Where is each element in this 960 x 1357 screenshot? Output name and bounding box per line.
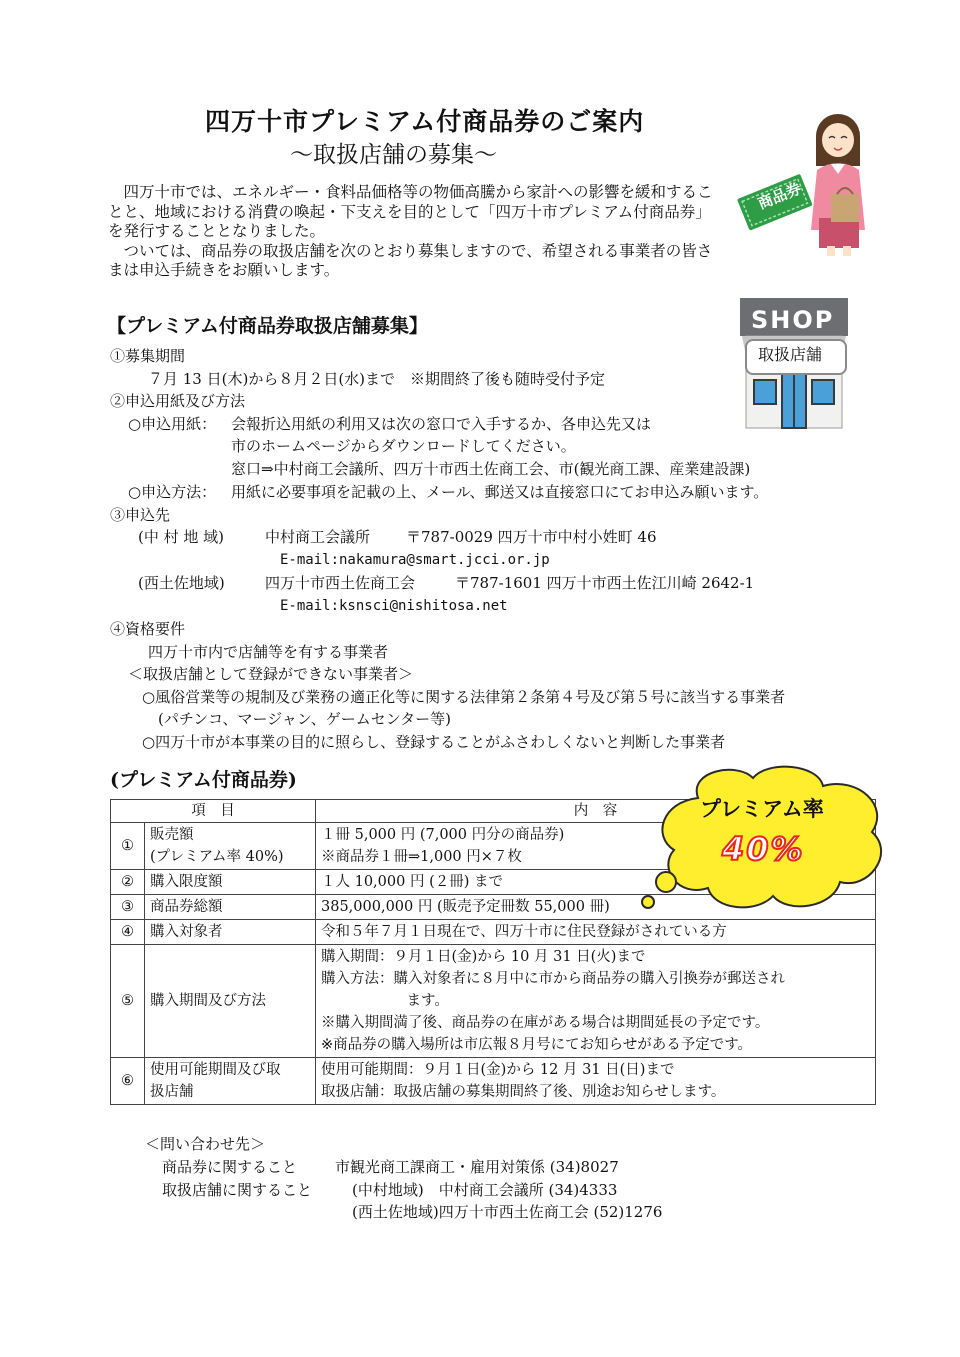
contact-store-nishitosa: (西土佐地域)四万十市西土佐商工会 (52)1276 xyxy=(352,1203,663,1221)
nakamura-org: 中村商工会議所 xyxy=(265,528,371,546)
content-text: ます。 xyxy=(406,993,449,1009)
shop-sign-text: SHOP xyxy=(751,306,835,334)
item-text: 販売額 xyxy=(150,827,194,843)
row-number: ⑤ xyxy=(111,945,145,1058)
table-row xyxy=(111,945,876,1058)
method-text: 用紙に必要事項を記載の上、メール、郵送又は直接窓口にてお申込み願います。 xyxy=(231,483,769,501)
row-content: 385,000,000 円 (販売予定冊数 55,000 冊) xyxy=(316,895,876,920)
form-heading: ②申込用紙及び方法 xyxy=(110,392,246,410)
form-line-1: 会報折込用紙の利用又は次の窓口で入手するか、各申込先又は xyxy=(231,415,652,433)
content-text: ※購入期間満了後、商品券の在庫がある場合は期間延長の予定です。 xyxy=(321,1015,770,1031)
contact-voucher-label: 商品券に関すること xyxy=(162,1158,298,1176)
intro-text xyxy=(108,183,720,281)
exclusion-heading: ＜取扱店舗として登録ができない事業者＞ xyxy=(128,665,414,683)
woman-with-voucher-illustration xyxy=(735,108,875,258)
table-row xyxy=(111,1058,876,1105)
row-number: ③ xyxy=(111,895,145,920)
content-text: ※商品券の購入場所は市広報８月号にてお知らせがある予定です。 xyxy=(321,1037,753,1053)
content-text: 購入期間：９月１日(金)から 10 月 31 日(火)まで xyxy=(321,949,646,965)
row-content: １人 10,000 円 (２冊) まで xyxy=(316,870,876,895)
row-item xyxy=(145,823,316,870)
row-content: 令和５年７月１日現在で、四万十市に住民登録がされている方 xyxy=(316,920,876,945)
item-text: 扱店舗 xyxy=(150,1084,194,1100)
page-title: 四万十市プレミアム付商品券のご案内 xyxy=(205,107,645,136)
contact-heading: ＜問い合わせ先＞ xyxy=(145,1135,266,1153)
shop-label: 取扱店舗 xyxy=(758,345,823,364)
exclusion-1: ○風俗営業等の規制及び業務の適正化等に関する法律第２条第４号及び第５号に該当する事業者 xyxy=(142,688,786,706)
row-item: 商品券総額 xyxy=(145,895,316,920)
content-text: 使用可能期間：９月１日(金)から 12 月 31 日(日)まで xyxy=(321,1062,675,1078)
voucher-heading: (プレミアム付商品券) xyxy=(110,769,297,791)
row-content xyxy=(316,1058,876,1105)
destination-heading: ③申込先 xyxy=(110,506,171,524)
contact-store-label: 取扱店舗に関すること xyxy=(162,1181,313,1199)
intro-paragraph-2: ついては、商品券の取扱店舗を次のとおり募集しますので、希望される事業者の皆さまは申込手続きをお願いします。 xyxy=(108,241,713,279)
row-item: 購入期間及び方法 xyxy=(145,945,316,1058)
qualification-heading: ④資格要件 xyxy=(110,620,186,638)
nakamura-address: 〒787-0029 四万十市中村小姓町 46 xyxy=(406,528,657,546)
premium-rate-value: 40% xyxy=(722,830,805,868)
row-number: ① xyxy=(111,823,145,870)
row-number: ② xyxy=(111,870,145,895)
form-label: ○申込用紙： xyxy=(128,415,217,433)
exclusion-2: ○四万十市が本事業の目的に照らし、登録することがふさわしくないと判断した事業者 xyxy=(142,733,726,751)
form-line-3: 窓口⇒中村商工会議所、四万十市西土佐商工会、市(観光商工課、産業建設課) xyxy=(231,460,751,478)
row-item: 購入限度額 xyxy=(145,870,316,895)
table-row xyxy=(111,920,876,945)
contact-store-nakamura: (中村地域) 中村商工会議所 (34)4333 xyxy=(352,1181,618,1199)
intro-paragraph-1: 四万十市では、エネルギー・食料品価格等の物価高騰から家計への影響を緩和することと、地域における消費の喚起・下支えを目的として「四万十市プレミアム付商品券」を発行することとなりました。 xyxy=(108,183,713,240)
header-item: 項 目 xyxy=(111,800,316,823)
header-content: 内 容 xyxy=(316,800,876,823)
row-number: ⑥ xyxy=(111,1058,145,1105)
page-subtitle: ～取扱店舗の募集～ xyxy=(290,142,497,168)
nakamura-area: (中 村 地 域) xyxy=(138,528,225,546)
row-number: ④ xyxy=(111,920,145,945)
qualification-text: 四万十市内で店舗等を有する事業者 xyxy=(148,643,389,661)
content-text: 購入方法：購入対象者に８月中に市から商品券の購入引換券が郵送され xyxy=(321,971,785,987)
voucher-ticket-label: 商品券 xyxy=(755,179,804,213)
nishitosa-address: 〒787-1601 四万十市西土佐江川崎 2642-1 xyxy=(455,574,755,592)
premium-rate-label: プレミアム率 xyxy=(700,797,824,821)
content-text: １冊 5,000 円 (7,000 円分の商品券) xyxy=(321,827,565,843)
row-content xyxy=(316,945,876,1058)
exclusion-1-examples: (パチンコ、マージャン、ゲームセンター等) xyxy=(158,710,451,728)
item-text: (プレミアム率 40%) xyxy=(150,849,284,865)
nishitosa-area: (西土佐地域) xyxy=(138,574,225,592)
form-line-2: 市のホームページからダウンロードしてください。 xyxy=(231,437,576,455)
period-text: ７月 13 日(木)から８月２日(水)まで ※期間終了後も随時受付予定 xyxy=(148,370,606,388)
content-text: ※商品券１冊⇒1,000 円×７枚 xyxy=(321,849,522,865)
recruit-heading: 【プレミアム付商品券取扱店舗募集】 xyxy=(107,315,428,337)
nakamura-email[interactable]: E-mail:nakamura@smart.jcci.or.jp xyxy=(280,552,550,568)
period-heading: ①募集期間 xyxy=(110,347,186,365)
row-item xyxy=(145,1058,316,1105)
item-text: 使用可能期間及び取 xyxy=(150,1062,281,1078)
row-item: 購入対象者 xyxy=(145,920,316,945)
nishitosa-org: 四万十市西土佐商工会 xyxy=(265,574,416,592)
contact-voucher-dept: 市観光商工課商工・雇用対策係 (34)8027 xyxy=(335,1158,619,1176)
method-label: ○申込方法： xyxy=(128,483,217,501)
nishitosa-email[interactable]: E-mail:ksnsci@nishitosa.net xyxy=(280,598,508,614)
content-text: 取扱店舗：取扱店舗の募集期間終了後、別途お知らせします。 xyxy=(321,1084,726,1100)
